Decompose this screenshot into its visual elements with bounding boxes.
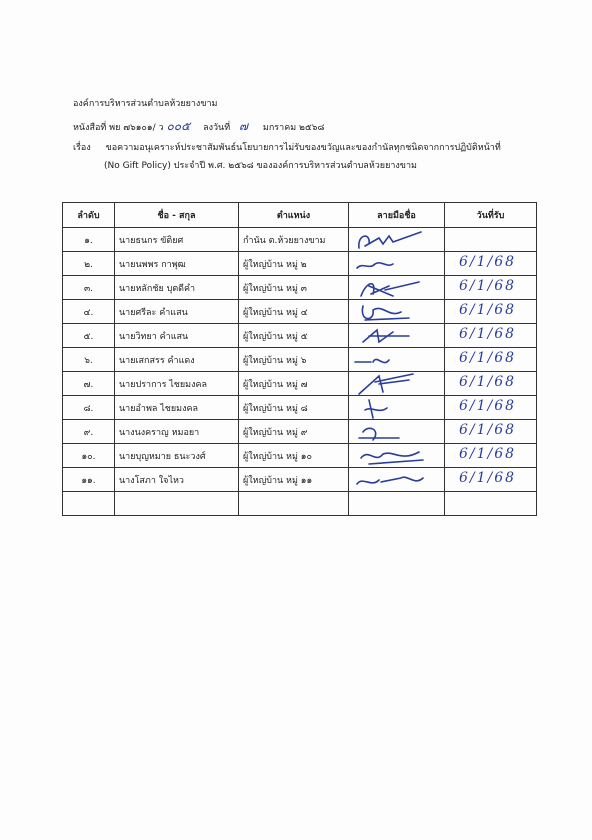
row-date-received: [445, 348, 537, 372]
header-no: ลำดับ: [63, 203, 115, 228]
row-number: ๑.: [63, 228, 115, 252]
row-number: ๒.: [63, 252, 115, 276]
header-name: ชื่อ - สกุล: [115, 203, 239, 228]
row-number: ๑๑.: [63, 468, 115, 492]
subject-line-2: (No Gift Policy) ประจำปี พ.ศ. ๒๕๖๘ ขององค์การบริหารส่วนตำบลห้วยยางขาม: [104, 161, 417, 171]
row-position: ผู้ใหญ่บ้าน หมู่ ๒: [239, 252, 349, 276]
row-signature: [349, 228, 445, 252]
date-received-handwritten: 6/1/68: [459, 422, 517, 438]
row-signature: [349, 324, 445, 348]
document-number-line: [73, 117, 324, 136]
table-row: [63, 228, 537, 252]
row-number: ๖.: [63, 348, 115, 372]
row-date-received: [445, 252, 537, 276]
subject-line-1: [73, 140, 501, 154]
signature-table: [62, 202, 537, 516]
row-name: นางนงคราญ หมอยา: [115, 420, 239, 444]
table-row: [63, 324, 537, 348]
table-row: [63, 396, 537, 420]
table-row: [63, 468, 537, 492]
handwritten-signature: [349, 396, 445, 420]
handwritten-signature: [349, 324, 445, 348]
row-position: กำนัน ต.ห้วยยางขาม: [239, 228, 349, 252]
date-received-handwritten: 6/1/68: [459, 278, 517, 294]
row-signature: [349, 348, 445, 372]
row-date-received: [445, 276, 537, 300]
row-position: [239, 492, 349, 516]
row-date-received: [445, 372, 537, 396]
handwritten-signature: [349, 348, 445, 372]
row-position: ผู้ใหญ่บ้าน หมู่ ๕: [239, 324, 349, 348]
row-date-received: [445, 228, 537, 252]
subject-label: เรื่อง: [73, 143, 91, 153]
handwritten-signature: [349, 468, 445, 492]
row-signature: [349, 468, 445, 492]
row-position: ผู้ใหญ่บ้าน หมู่ ๔: [239, 300, 349, 324]
row-name: นายนพพร กาพุฒ: [115, 252, 239, 276]
row-date-received: [445, 324, 537, 348]
row-position: ผู้ใหญ่บ้าน หมู่ ๘: [239, 396, 349, 420]
handwritten-signature: [349, 252, 445, 276]
row-signature: [349, 396, 445, 420]
row-name: นายอำพล ไชยมงคล: [115, 396, 239, 420]
row-number: ๕.: [63, 324, 115, 348]
row-name: นางโสภา ใจไหว: [115, 468, 239, 492]
date-received-handwritten: 6/1/68: [459, 254, 517, 270]
row-signature: [349, 300, 445, 324]
handwritten-signature: [349, 300, 445, 324]
date-received-handwritten: 6/1/68: [459, 398, 517, 414]
handwritten-signature: [349, 372, 445, 396]
row-date-received: [445, 492, 537, 516]
handwritten-signature: [349, 276, 445, 300]
row-name: นายเสกสรร คำแดง: [115, 348, 239, 372]
doc-no-label: หนังสือที่ พย ๗๖๑๐๑/ ว: [73, 123, 164, 133]
header-signature: ลายมือชื่อ: [349, 203, 445, 228]
date-received-handwritten: 6/1/68: [459, 446, 517, 462]
row-date-received: [445, 420, 537, 444]
table-row: [63, 492, 537, 516]
table-row: [63, 276, 537, 300]
doc-no-handwritten: ๐๐๕: [166, 119, 191, 133]
row-name: นายหลักชัย บุตดีคำ: [115, 276, 239, 300]
row-position: ผู้ใหญ่บ้าน หมู่ ๑๐: [239, 444, 349, 468]
row-date-received: [445, 396, 537, 420]
row-name: นายธนกร ขัติยศ: [115, 228, 239, 252]
date-received-handwritten: 6/1/68: [459, 326, 517, 342]
row-signature: [349, 444, 445, 468]
row-name: นายบุญหมาย ธนะวงศ์: [115, 444, 239, 468]
row-position: ผู้ใหญ่บ้าน หมู่ ๑๑: [239, 468, 349, 492]
row-number: ๑๐.: [63, 444, 115, 468]
date-day-handwritten: ๗: [239, 119, 249, 133]
row-number: ๙.: [63, 420, 115, 444]
organization-name: องค์การบริหารส่วนตำบลห้วยยางขาม: [73, 99, 218, 109]
handwritten-signature: [349, 420, 445, 444]
date-received-handwritten: 6/1/68: [459, 374, 517, 390]
row-date-received: [445, 468, 537, 492]
date-month-year: มกราคม ๒๕๖๘: [262, 123, 325, 133]
row-name: นายศรีละ คำแสน: [115, 300, 239, 324]
handwritten-signature: [349, 444, 445, 468]
row-number: ๓.: [63, 276, 115, 300]
date-received-handwritten: 6/1/68: [459, 470, 517, 486]
row-number: ๔.: [63, 300, 115, 324]
row-name: นายปราการ ไชยมงคล: [115, 372, 239, 396]
row-date-received: [445, 300, 537, 324]
row-signature: [349, 252, 445, 276]
table-row: [63, 420, 537, 444]
table-row: [63, 300, 537, 324]
header-position: ตำแหน่ง: [239, 203, 349, 228]
row-signature: [349, 492, 445, 516]
date-received-handwritten: 6/1/68: [459, 302, 517, 318]
row-position: ผู้ใหญ่บ้าน หมู่ ๙: [239, 420, 349, 444]
row-name: [115, 492, 239, 516]
table-row: [63, 372, 537, 396]
row-position: ผู้ใหญ่บ้าน หมู่ ๗: [239, 372, 349, 396]
header-date-received: วันที่รับ: [445, 203, 537, 228]
row-name: นายวิทยา คำแสน: [115, 324, 239, 348]
table-row: [63, 348, 537, 372]
row-number: ๗.: [63, 372, 115, 396]
table-row: [63, 252, 537, 276]
subject-text-1: ขอความอนุเคราะห์ประชาสัมพันธ์นโยบายการไม่รับของขวัญและของกำนัลทุกชนิดจากการปฏิบัติหน้าที่: [105, 143, 501, 153]
row-date-received: [445, 444, 537, 468]
date-received-handwritten: 6/1/68: [459, 350, 517, 366]
row-position: ผู้ใหญ่บ้าน หมู่ ๖: [239, 348, 349, 372]
row-number: ๘.: [63, 396, 115, 420]
row-position: ผู้ใหญ่บ้าน หมู่ ๓: [239, 276, 349, 300]
handwritten-signature: [349, 228, 445, 252]
date-label: ลงวันที่: [203, 123, 231, 133]
row-signature: [349, 372, 445, 396]
table-header-row: [63, 203, 537, 228]
row-signature: [349, 420, 445, 444]
row-number: [63, 492, 115, 516]
table-row: [63, 444, 537, 468]
row-signature: [349, 276, 445, 300]
